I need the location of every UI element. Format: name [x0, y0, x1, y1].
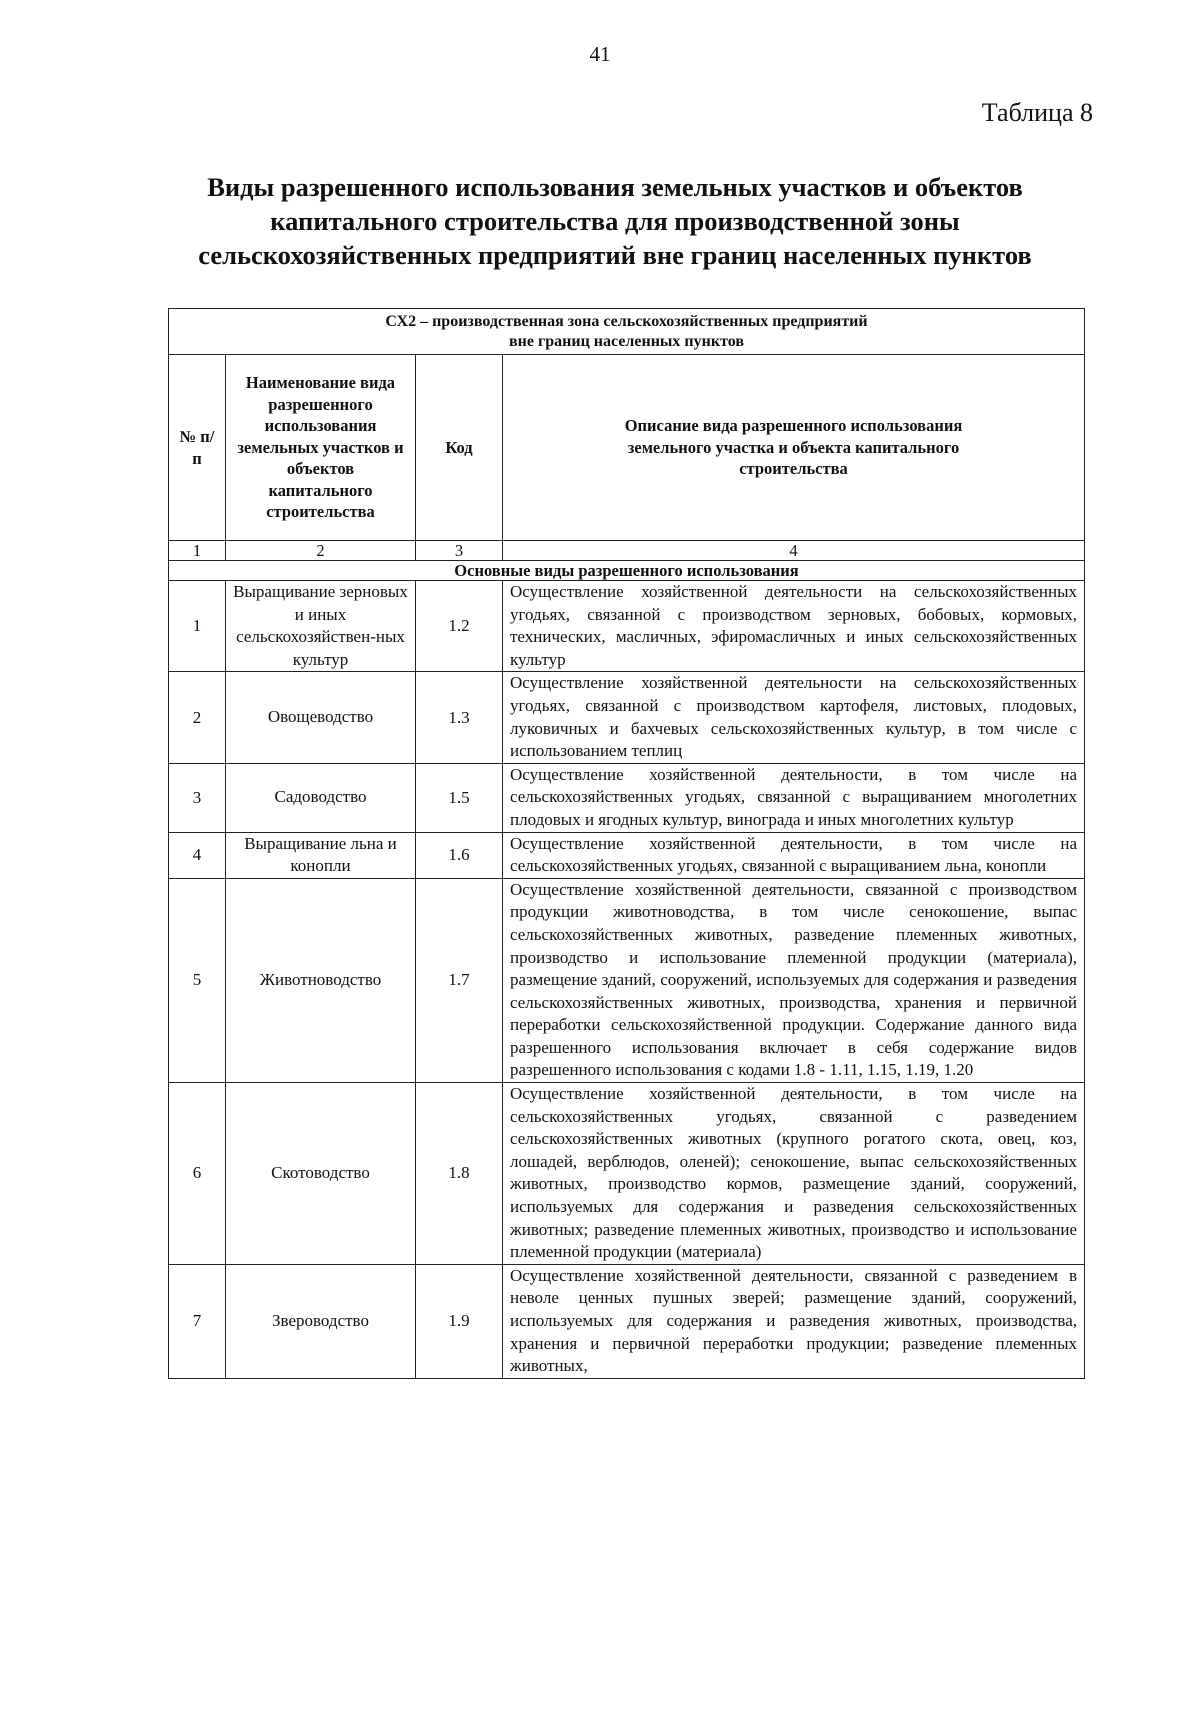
table-row: [169, 763, 1085, 832]
row-number: 3: [169, 763, 226, 832]
row-description: Осуществление хозяйственной деятельности на сельскохозяйственных угодьях, связанной с производством зерновых, бобовых, кормовых, технических, масличных, эфиромасличных и иных сельскохозяйственных культур: [503, 581, 1085, 672]
row-name: Выращивание зерновых и иных сельскохозяйствен-ных культур: [226, 581, 416, 672]
column-number: 3: [416, 541, 503, 561]
table-row: [169, 832, 1085, 878]
title-line-2: капитального строительства для производственной зоны: [270, 206, 960, 236]
zone-title: [169, 309, 1085, 355]
row-number: 7: [169, 1264, 226, 1378]
row-number: 4: [169, 832, 226, 878]
row-description: Осуществление хозяйственной деятельности, связанной с разведением в неволе ценных пушных зверей; размещение зданий, сооружений, используемых для содержания и разведения животных, производства, хранения и первичной переработки продукции; разведение племенных животных,: [503, 1264, 1085, 1378]
zone-title-line-2: вне границ населенных пунктов: [509, 332, 744, 350]
table-row: [169, 878, 1085, 1082]
column-numbers-row: [169, 541, 1085, 561]
header-description: Описание вида разрешенного использования земельного участка и объекта капитального строительства: [503, 355, 1085, 541]
table-row: [169, 1264, 1085, 1378]
zone-title-line-1: СХ2 – производственная зона сельскохозяйственных предприятий: [385, 312, 868, 330]
row-code: 1.2: [416, 581, 503, 672]
row-number: 5: [169, 878, 226, 1082]
section-title: Основные виды разрешенного использования: [169, 561, 1085, 581]
title-line-1: Виды разрешенного использования земельных участков и объектов: [207, 172, 1023, 202]
row-description: Осуществление хозяйственной деятельности, в том числе на сельскохозяйственных угодьях, связанной с разведением сельскохозяйственных животных (крупного рогатого скота, овец, коз, лошадей, верблюдов, оленей); сенокошение, выпас сельскохозяйственных животных, производство кормов, размещение зданий, сооружений, используемых для содержания и разведения сельскохозяйственных животных; разведение племенных животных, производство и использование племенной продукции (материала): [503, 1083, 1085, 1265]
row-number: 6: [169, 1083, 226, 1265]
row-name: Садоводство: [226, 763, 416, 832]
row-code: 1.8: [416, 1083, 503, 1265]
row-description: Осуществление хозяйственной деятельности на сельскохозяйственных угодьях, связанной с производством картофеля, листовых, плодовых, луковичных и бахчевых сельскохозяйственных культур, в том числе с использованием теплиц: [503, 672, 1085, 763]
header-name: Наименование вида разрешенного использования земельных участков и объектов капитального строительства: [226, 355, 416, 541]
row-code: 1.3: [416, 672, 503, 763]
section-row: [169, 561, 1085, 581]
row-code: 1.9: [416, 1264, 503, 1378]
zone-header-row: [169, 309, 1085, 355]
title-line-3: сельскохозяйственных предприятий вне границ населенных пунктов: [198, 240, 1032, 270]
header-code: Код: [416, 355, 503, 541]
row-name: Овощеводство: [226, 672, 416, 763]
column-header-row: [169, 355, 1085, 541]
row-name: Животноводство: [226, 878, 416, 1082]
row-description: Осуществление хозяйственной деятельности, в том числе на сельскохозяйственных угодьях, связанной с выращиванием многолетних плодовых и ягодных культур, винограда и иных многолетних культур: [503, 763, 1085, 832]
document-title: [150, 170, 1080, 272]
table-row: [169, 672, 1085, 763]
row-code: 1.5: [416, 763, 503, 832]
row-number: 1: [169, 581, 226, 672]
row-name: Выращивание льна и конопли: [226, 832, 416, 878]
column-number: 1: [169, 541, 226, 561]
land-use-table: [168, 308, 1085, 1379]
column-number: 2: [226, 541, 416, 561]
page-number: 41: [589, 42, 611, 66]
row-name: Скотоводство: [226, 1083, 416, 1265]
row-number: 2: [169, 672, 226, 763]
header-number: № п/п: [169, 355, 226, 541]
row-code: 1.6: [416, 832, 503, 878]
table-row: [169, 1083, 1085, 1265]
table-label: Таблица 8: [981, 98, 1093, 127]
row-description: Осуществление хозяйственной деятельности, связанной с производством продукции животноводства, в том числе сенокошение, выпас сельскохозяйственных животных, разведение племенных животных, производство и использование племенной продукции (материала), размещение зданий, сооружений, используемых для содержания и разведения сельскохозяйственных животных, производства, хранения и первичной переработки сельскохозяйственной продукции. Содержание данного вида разрешенного использования включает в себя содержание видов разрешенного использования с кодами 1.8 - 1.11, 1.15, 1.19, 1.20: [503, 878, 1085, 1082]
row-description: Осуществление хозяйственной деятельности, в том числе на сельскохозяйственных угодьях, связанной с выращиванием льна, конопли: [503, 832, 1085, 878]
row-code: 1.7: [416, 878, 503, 1082]
table-row: [169, 581, 1085, 672]
column-number: 4: [503, 541, 1085, 561]
row-name: Звероводство: [226, 1264, 416, 1378]
